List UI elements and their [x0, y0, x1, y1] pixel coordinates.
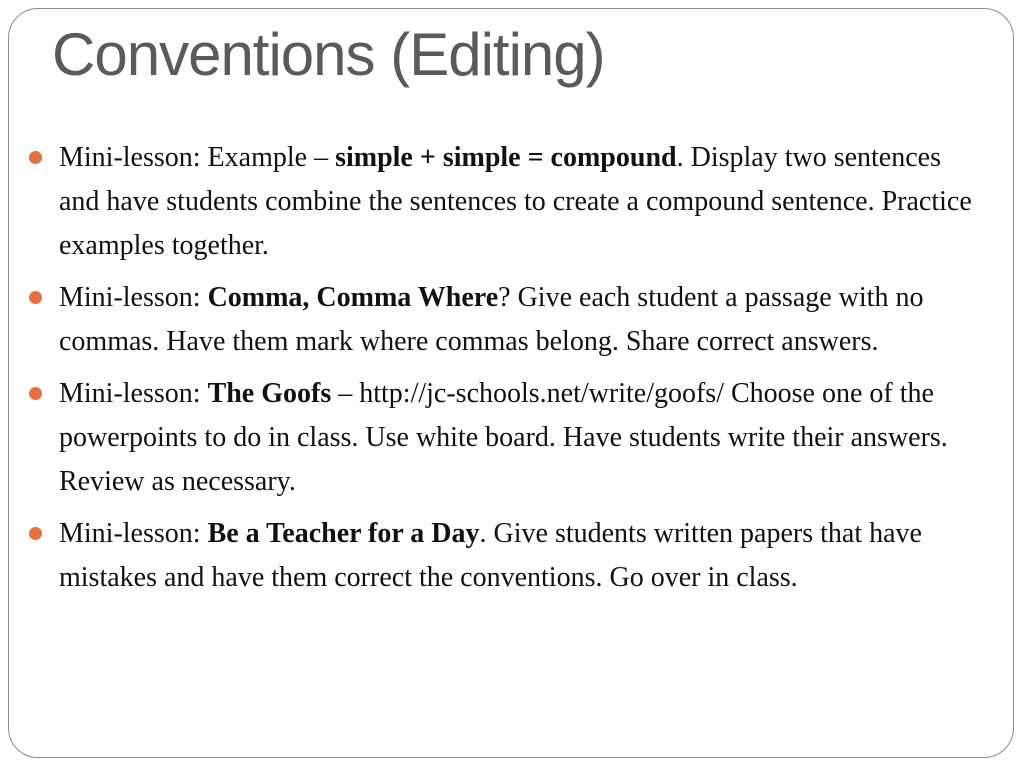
bullet-item-compound: [0, 136, 1024, 268]
bullet-list: [0, 136, 1024, 608]
bullet-text-suffix: . Give students written papers that have mistakes and have them correct the conventions. Go over in class.: [59, 518, 922, 593]
bullet-dot-icon: [29, 387, 42, 400]
bullet-text-bold: simple + simple = compound: [335, 142, 677, 173]
bullet-dot-icon: [29, 527, 42, 540]
bullet-text-prefix: Mini-lesson: Example –: [59, 142, 336, 173]
bullet-item-comma: [0, 276, 1024, 364]
bullet-dot-icon: [29, 291, 42, 304]
bullet-text-prefix: Mini-lesson:: [59, 378, 208, 409]
bullet-text-bold: Comma, Comma Where: [207, 282, 499, 313]
bullet-text-bold: The Goofs: [207, 378, 332, 409]
bullet-text-suffix: – http://jc-schools.net/write/goofs/ Choose one of the powerpoints to do in class. Use white board. Have students write their answers. Review as necessary.: [59, 378, 948, 497]
bullet-dot-icon: [29, 151, 42, 164]
bullet-item-goofs: [0, 372, 1024, 504]
bullet-text-suffix: ? Give each student a passage with no commas. Have them mark where commas belong. Share correct answers.: [59, 282, 924, 357]
bullet-text-bold: Be a Teacher for a Day: [207, 518, 480, 549]
bullet-text-suffix: . Display two sentences and have students combine the sentences to create a compound sentence. Practice examples together.: [59, 142, 972, 261]
slide-title: Conventions (Editing): [52, 21, 605, 88]
bullet-text-prefix: Mini-lesson:: [59, 282, 208, 313]
bullet-text-prefix: Mini-lesson:: [59, 518, 208, 549]
bullet-item-teacher: [0, 512, 1024, 600]
